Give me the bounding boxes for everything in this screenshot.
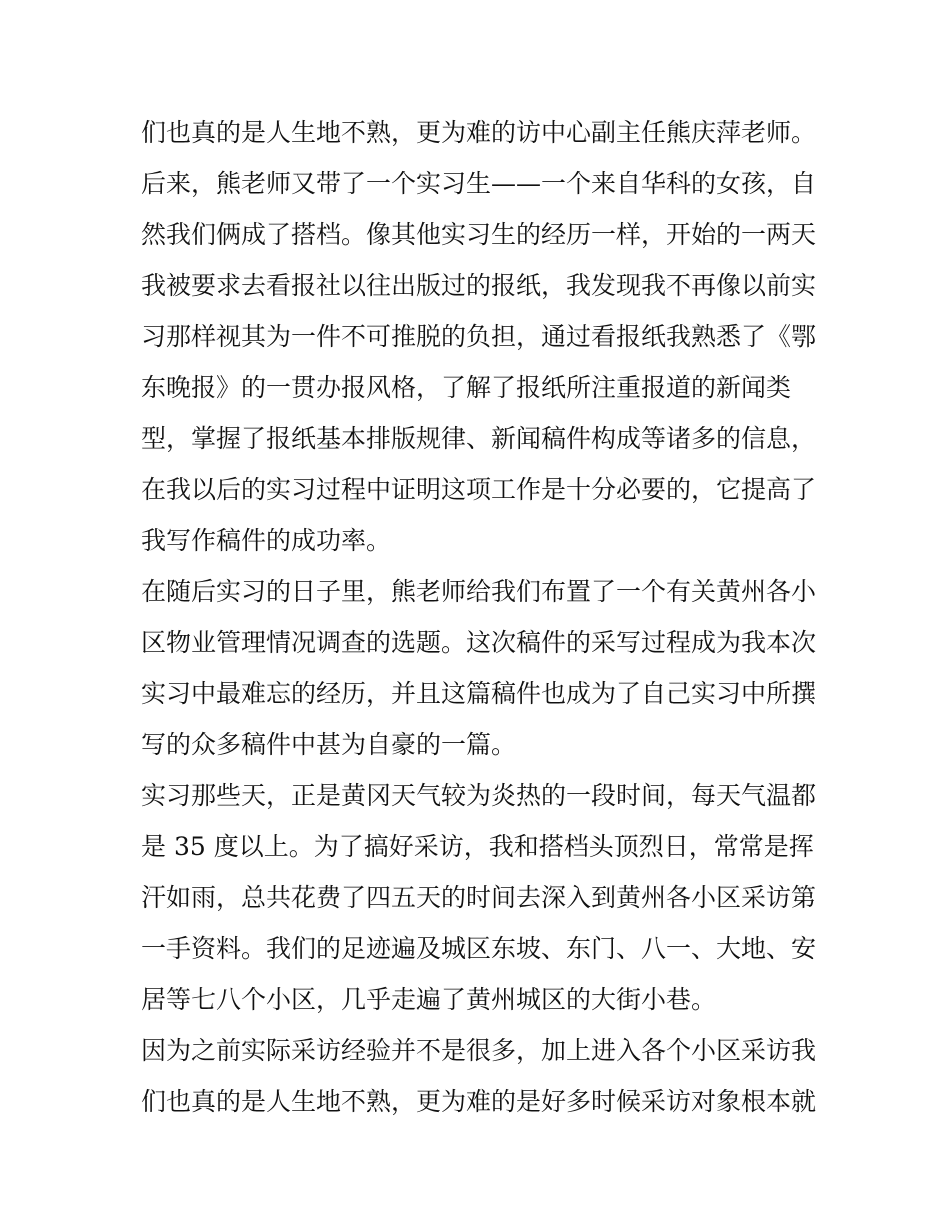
text-line: 一手资料。我们的足迹遍及城区东坡、东门、八一、大地、安 <box>141 934 817 963</box>
text-line: 后来，熊老师又带了一个实习生——一个来自华科的女孩，自 <box>141 169 817 198</box>
text-line: 在随后实习的日子里，熊老师给我们布置了一个有关黄州各小 <box>141 577 817 606</box>
text-line: 型，掌握了报纸基本排版规律、新闻稿件构成等诸多的信息， <box>141 424 817 453</box>
text-line: 我写作稿件的成功率。 <box>141 526 392 555</box>
text-line: 们也真的是人生地不熟，更为难的访中心副主任熊庆萍老师。 <box>141 118 817 147</box>
text-line: 我被要求去看报社以往出版过的报纸，我发现我不再像以前实 <box>141 271 817 300</box>
text-line: 在我以后的实习过程中证明这项工作是十分必要的，它提高了 <box>141 475 817 504</box>
text-line: 东晚报》的一贯办报风格，了解了报纸所注重报道的新闻类 <box>141 373 792 402</box>
text-line: 们也真的是人生地不熟，更为难的是好多时候采访对象根本就 <box>141 1087 817 1116</box>
text-line: 因为之前实际采访经验并不是很多，加上进入各个小区采访我 <box>141 1036 817 1065</box>
text-line: 写的众多稿件中甚为自豪的一篇。 <box>141 730 517 759</box>
text-line: 习那样视其为一件不可推脱的负担，通过看报纸我熟悉了《鄂 <box>141 322 817 351</box>
text-line: 汗如雨，总共花费了四五天的时间去深入到黄州各小区采访第 <box>141 883 817 912</box>
text-line: 是 35 度以上。为了搞好采访，我和搭档头顶烈日，常常是挥 <box>141 832 814 861</box>
text-line: 实习那些天，正是黄冈天气较为炎热的一段时间，每天气温都 <box>141 781 817 810</box>
text-line: 实习中最难忘的经历，并且这篇稿件也成为了自己实习中所撰 <box>141 679 817 708</box>
text-line: 居等七八个小区，几乎走遍了黄州城区的大街小巷。 <box>141 985 717 1014</box>
text-line: 然我们俩成了搭档。像其他实习生的经历一样，开始的一两天 <box>141 220 817 249</box>
text-line: 区物业管理情况调查的选题。这次稿件的采写过程成为我本次 <box>141 628 817 657</box>
body-text <box>141 107 817 1127</box>
